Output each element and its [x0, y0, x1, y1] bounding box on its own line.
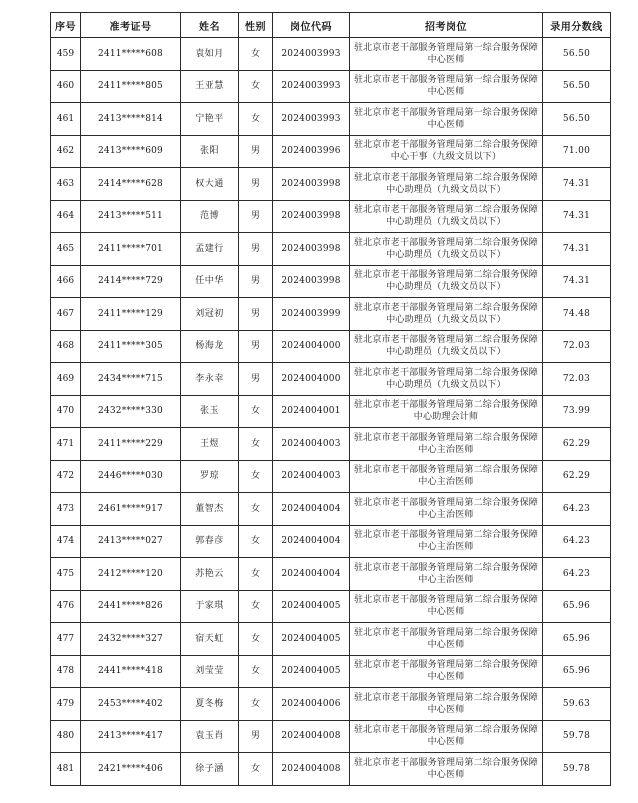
cell-score: 56.50	[543, 70, 611, 103]
cell-post: 驻北京市老干部服务管理局第二综合服务保障中心主治医师	[350, 558, 543, 591]
cell-gender: 男	[239, 233, 273, 266]
cell-gender: 女	[239, 590, 273, 623]
table-row	[51, 493, 611, 526]
table-row	[51, 298, 611, 331]
cell-post-code: 2024004001	[273, 395, 350, 428]
cell-gender: 女	[239, 395, 273, 428]
cell-name: 苏艳云	[181, 558, 239, 591]
cell-post: 驻北京市老干部服务管理局第二综合服务保障中心医师	[350, 590, 543, 623]
cell-score: 72.03	[543, 330, 611, 363]
table-row	[51, 265, 611, 298]
cell-score: 73.99	[543, 395, 611, 428]
cell-post-code: 2024003998	[273, 168, 350, 201]
header-post-code: 岗位代码	[273, 13, 350, 38]
cell-name: 张玉	[181, 395, 239, 428]
cell-exam-id: 2441*****826	[81, 590, 181, 623]
cell-score: 59.78	[543, 753, 611, 786]
table-row	[51, 753, 611, 786]
cell-no: 472	[51, 460, 81, 493]
cell-post-code: 2024004000	[273, 330, 350, 363]
cell-post: 驻北京市老干部服务管理局第二综合服务保障中心医师	[350, 655, 543, 688]
cell-gender: 女	[239, 460, 273, 493]
cell-gender: 男	[239, 265, 273, 298]
cell-post-code: 2024003996	[273, 135, 350, 168]
cell-score: 56.50	[543, 38, 611, 71]
table-row	[51, 363, 611, 396]
cell-exam-id: 2413*****609	[81, 135, 181, 168]
cell-gender: 女	[239, 38, 273, 71]
cell-no: 464	[51, 200, 81, 233]
table-row	[51, 395, 611, 428]
cell-post-code: 2024003998	[273, 200, 350, 233]
cell-post-code: 2024003999	[273, 298, 350, 331]
cell-no: 478	[51, 655, 81, 688]
cell-gender: 男	[239, 363, 273, 396]
admission-score-table	[50, 12, 611, 786]
cell-post: 驻北京市老干部服务管理局第一综合服务保障中心医师	[350, 38, 543, 71]
header-no: 序号	[51, 13, 81, 38]
table-row	[51, 525, 611, 558]
cell-gender: 女	[239, 103, 273, 136]
cell-no: 475	[51, 558, 81, 591]
cell-gender: 男	[239, 200, 273, 233]
table-row	[51, 70, 611, 103]
cell-no: 477	[51, 623, 81, 656]
cell-gender: 女	[239, 493, 273, 526]
cell-score: 65.96	[543, 623, 611, 656]
cell-post-code: 2024003993	[273, 70, 350, 103]
cell-gender: 男	[239, 168, 273, 201]
cell-no: 473	[51, 493, 81, 526]
cell-post: 驻北京市老干部服务管理局第二综合服务保障中心医师	[350, 720, 543, 753]
cell-exam-id: 2411*****701	[81, 233, 181, 266]
cell-exam-id: 2453*****402	[81, 688, 181, 721]
cell-gender: 女	[239, 655, 273, 688]
cell-gender: 女	[239, 558, 273, 591]
cell-post-code: 2024003998	[273, 265, 350, 298]
cell-post: 驻北京市老干部服务管理局第二综合服务保障中心医师	[350, 753, 543, 786]
cell-name: 夏冬梅	[181, 688, 239, 721]
cell-name: 任中华	[181, 265, 239, 298]
table-row	[51, 38, 611, 71]
cell-score: 62.29	[543, 460, 611, 493]
cell-gender: 男	[239, 298, 273, 331]
cell-gender: 男	[239, 330, 273, 363]
cell-post: 驻北京市老干部服务管理局第二综合服务保障中心助理员（九级文员以下）	[350, 298, 543, 331]
cell-post: 驻北京市老干部服务管理局第二综合服务保障中心助理员（九级文员以下）	[350, 233, 543, 266]
cell-exam-id: 2413*****814	[81, 103, 181, 136]
cell-no: 481	[51, 753, 81, 786]
cell-post-code: 2024004005	[273, 590, 350, 623]
cell-exam-id: 2434*****715	[81, 363, 181, 396]
header-post: 招考岗位	[350, 13, 543, 38]
cell-exam-id: 2421*****406	[81, 753, 181, 786]
cell-post-code: 2024004005	[273, 623, 350, 656]
cell-post: 驻北京市老干部服务管理局第一综合服务保障中心医师	[350, 103, 543, 136]
cell-score: 65.96	[543, 590, 611, 623]
table-row	[51, 330, 611, 363]
cell-exam-id: 2412*****120	[81, 558, 181, 591]
cell-gender: 女	[239, 70, 273, 103]
cell-gender: 男	[239, 720, 273, 753]
cell-score: 64.23	[543, 558, 611, 591]
cell-name: 宿天虹	[181, 623, 239, 656]
cell-no: 465	[51, 233, 81, 266]
cell-post: 驻北京市老干部服务管理局第一综合服务保障中心医师	[350, 70, 543, 103]
cell-no: 474	[51, 525, 81, 558]
cell-name: 范博	[181, 200, 239, 233]
cell-name: 王煜	[181, 428, 239, 461]
cell-post: 驻北京市老干部服务管理局第二综合服务保障中心主治医师	[350, 460, 543, 493]
cell-exam-id: 2413*****417	[81, 720, 181, 753]
cell-name: 宁艳平	[181, 103, 239, 136]
cell-post-code: 2024004008	[273, 720, 350, 753]
cell-no: 479	[51, 688, 81, 721]
cell-post: 驻北京市老干部服务管理局第二综合服务保障中心助理会计师	[350, 395, 543, 428]
cell-no: 470	[51, 395, 81, 428]
cell-score: 59.63	[543, 688, 611, 721]
cell-post: 驻北京市老干部服务管理局第二综合服务保障中心主治医师	[350, 428, 543, 461]
table-row	[51, 590, 611, 623]
cell-name: 张阳	[181, 135, 239, 168]
cell-exam-id: 2411*****129	[81, 298, 181, 331]
cell-post: 驻北京市老干部服务管理局第二综合服务保障中心助理员（九级文员以下）	[350, 265, 543, 298]
cell-name: 王亚慧	[181, 70, 239, 103]
table-row	[51, 135, 611, 168]
cell-no: 462	[51, 135, 81, 168]
cell-post-code: 2024004004	[273, 493, 350, 526]
cell-post: 驻北京市老干部服务管理局第二综合服务保障中心主治医师	[350, 493, 543, 526]
cell-no: 459	[51, 38, 81, 71]
cell-no: 467	[51, 298, 81, 331]
cell-name: 孟建行	[181, 233, 239, 266]
cell-score: 72.03	[543, 363, 611, 396]
cell-no: 476	[51, 590, 81, 623]
table-row	[51, 688, 611, 721]
table-row	[51, 168, 611, 201]
cell-exam-id: 2411*****305	[81, 330, 181, 363]
cell-no: 469	[51, 363, 81, 396]
cell-no: 471	[51, 428, 81, 461]
cell-name: 袁玉肖	[181, 720, 239, 753]
cell-post: 驻北京市老干部服务管理局第二综合服务保障中心医师	[350, 623, 543, 656]
cell-exam-id: 2432*****327	[81, 623, 181, 656]
table-body	[51, 38, 611, 786]
table-header	[51, 13, 611, 38]
cell-post-code: 2024004004	[273, 525, 350, 558]
cell-post-code: 2024004004	[273, 558, 350, 591]
cell-exam-id: 2441*****418	[81, 655, 181, 688]
cell-gender: 男	[239, 135, 273, 168]
cell-exam-id: 2411*****608	[81, 38, 181, 71]
cell-post-code: 2024004000	[273, 363, 350, 396]
cell-name: 董智杰	[181, 493, 239, 526]
cell-post-code: 2024004006	[273, 688, 350, 721]
cell-exam-id: 2413*****511	[81, 200, 181, 233]
cell-post: 驻北京市老干部服务管理局第二综合服务保障中心医师	[350, 688, 543, 721]
cell-post-code: 2024004008	[273, 753, 350, 786]
header-gender: 性别	[239, 13, 273, 38]
header-score: 录用分数线	[543, 13, 611, 38]
cell-post-code: 2024003993	[273, 103, 350, 136]
cell-post: 驻北京市老干部服务管理局第二综合服务保障中心主治医师	[350, 525, 543, 558]
cell-post: 驻北京市老干部服务管理局第二综合服务保障中心干事（九级文员以下）	[350, 135, 543, 168]
cell-score: 62.29	[543, 428, 611, 461]
cell-name: 于家琪	[181, 590, 239, 623]
cell-no: 468	[51, 330, 81, 363]
cell-name: 刘冠初	[181, 298, 239, 331]
cell-gender: 女	[239, 688, 273, 721]
table-row	[51, 720, 611, 753]
cell-post: 驻北京市老干部服务管理局第二综合服务保障中心助理员（九级文员以下）	[350, 200, 543, 233]
cell-score: 56.50	[543, 103, 611, 136]
table-row	[51, 623, 611, 656]
cell-score: 59.78	[543, 720, 611, 753]
header-exam-id: 准考证号	[81, 13, 181, 38]
cell-score: 71.00	[543, 135, 611, 168]
cell-name: 权大通	[181, 168, 239, 201]
header-name: 姓名	[181, 13, 239, 38]
cell-post: 驻北京市老干部服务管理局第二综合服务保障中心助理员（九级文员以下）	[350, 168, 543, 201]
cell-name: 杨海龙	[181, 330, 239, 363]
table-row	[51, 103, 611, 136]
cell-exam-id: 2411*****229	[81, 428, 181, 461]
cell-score: 74.31	[543, 265, 611, 298]
cell-exam-id: 2411*****805	[81, 70, 181, 103]
cell-post: 驻北京市老干部服务管理局第二综合服务保障中心助理员（九级文员以下）	[350, 330, 543, 363]
cell-no: 463	[51, 168, 81, 201]
cell-name: 罗琼	[181, 460, 239, 493]
cell-post: 驻北京市老干部服务管理局第二综合服务保障中心助理员（九级文员以下）	[350, 363, 543, 396]
cell-score: 74.31	[543, 168, 611, 201]
table-row	[51, 558, 611, 591]
cell-name: 徐子涵	[181, 753, 239, 786]
header-row	[51, 13, 611, 38]
cell-exam-id: 2414*****729	[81, 265, 181, 298]
table-row	[51, 655, 611, 688]
cell-score: 64.23	[543, 493, 611, 526]
cell-score: 65.96	[543, 655, 611, 688]
cell-exam-id: 2413*****027	[81, 525, 181, 558]
cell-post-code: 2024004003	[273, 428, 350, 461]
cell-exam-id: 2432*****330	[81, 395, 181, 428]
cell-name: 刘莹莹	[181, 655, 239, 688]
cell-gender: 女	[239, 623, 273, 656]
cell-exam-id: 2461*****917	[81, 493, 181, 526]
table-row	[51, 428, 611, 461]
table-row	[51, 460, 611, 493]
cell-post-code: 2024004003	[273, 460, 350, 493]
cell-no: 460	[51, 70, 81, 103]
cell-name: 李永幸	[181, 363, 239, 396]
cell-name: 郭春彦	[181, 525, 239, 558]
cell-exam-id: 2446*****030	[81, 460, 181, 493]
cell-post-code: 2024004005	[273, 655, 350, 688]
cell-post-code: 2024003998	[273, 233, 350, 266]
cell-score: 74.31	[543, 233, 611, 266]
cell-gender: 女	[239, 428, 273, 461]
cell-gender: 女	[239, 753, 273, 786]
cell-post-code: 2024003993	[273, 38, 350, 71]
cell-name: 袁如月	[181, 38, 239, 71]
cell-score: 74.31	[543, 200, 611, 233]
cell-gender: 女	[239, 525, 273, 558]
cell-score: 64.23	[543, 525, 611, 558]
table-row	[51, 233, 611, 266]
cell-score: 74.48	[543, 298, 611, 331]
cell-exam-id: 2414*****628	[81, 168, 181, 201]
cell-no: 461	[51, 103, 81, 136]
cell-no: 466	[51, 265, 81, 298]
cell-no: 480	[51, 720, 81, 753]
table-row	[51, 200, 611, 233]
